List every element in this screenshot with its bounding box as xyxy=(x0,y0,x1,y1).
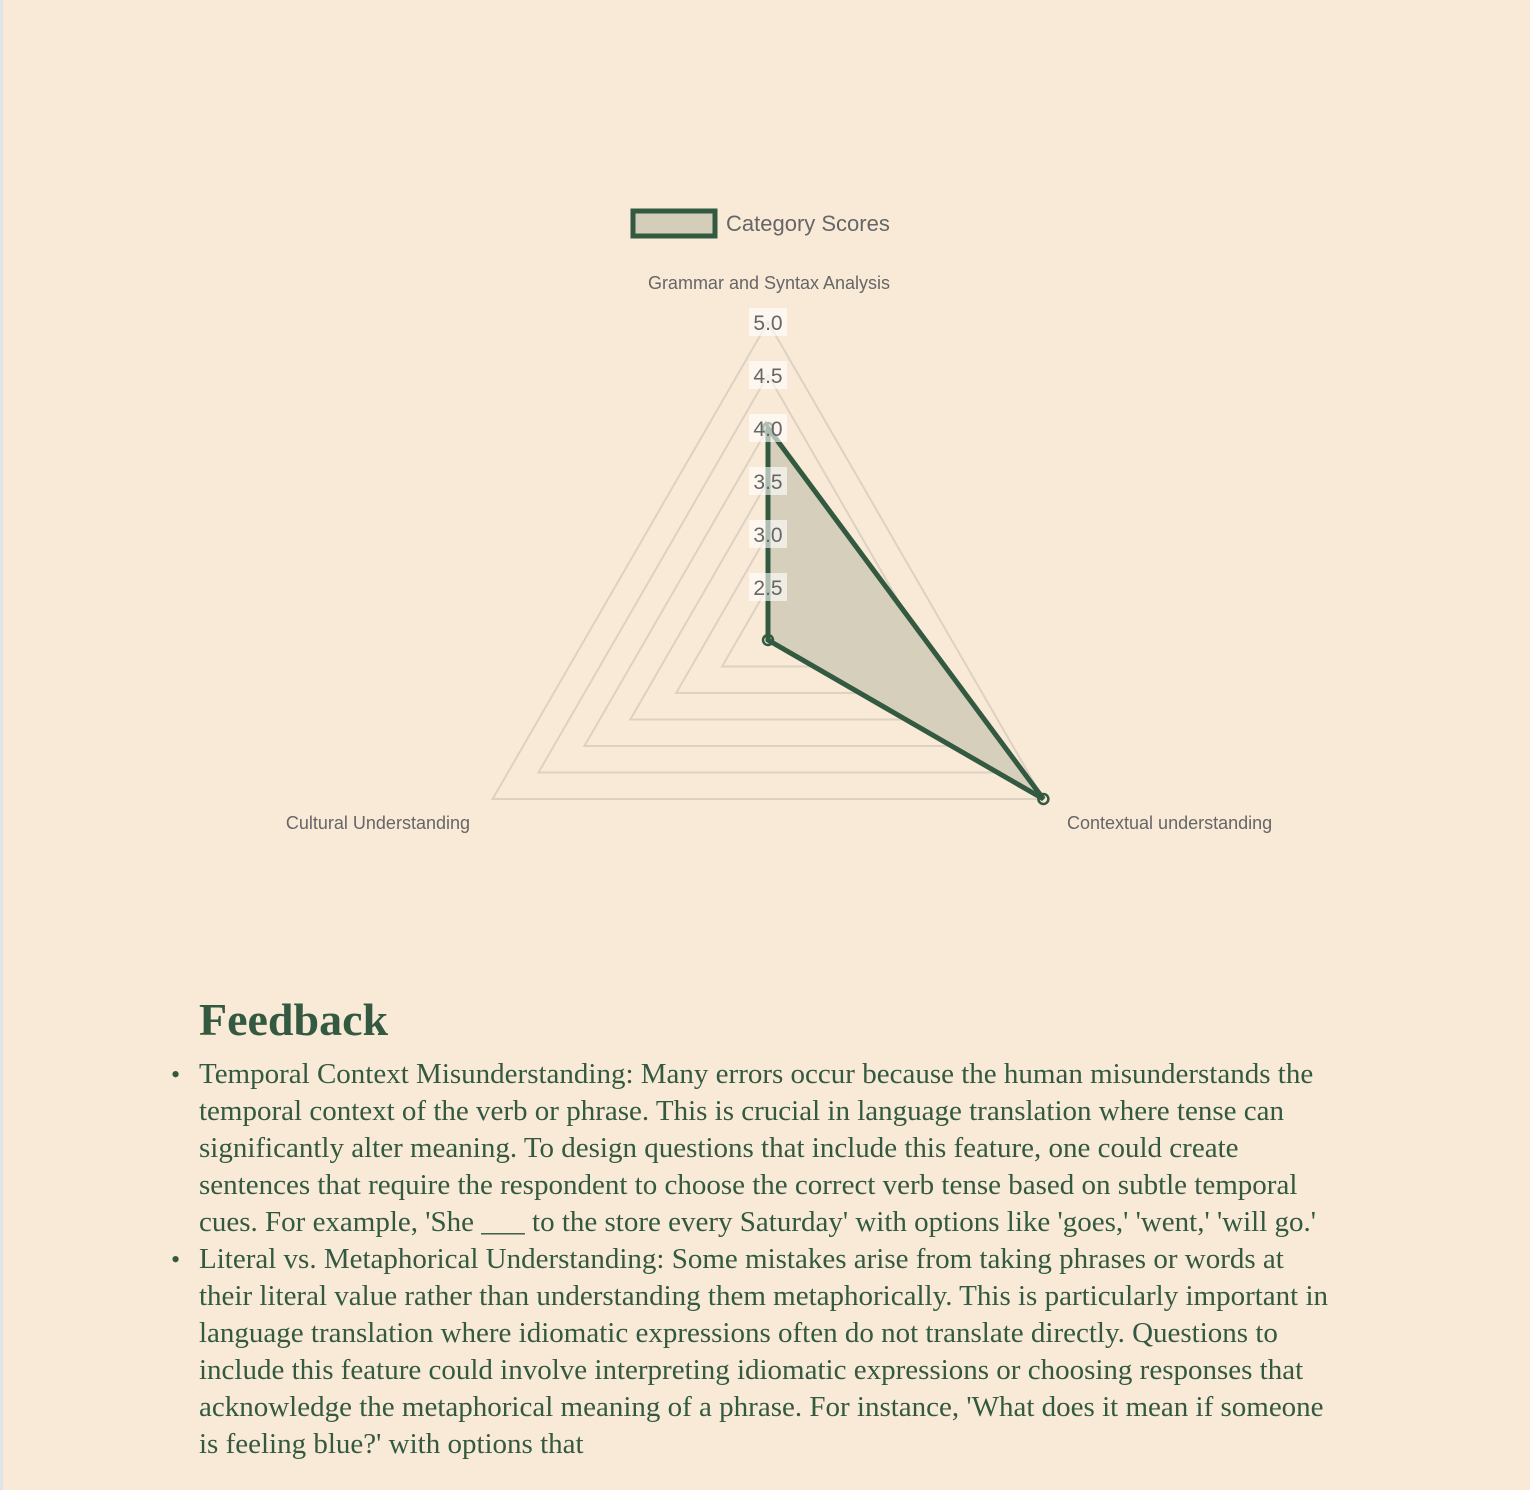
legend-label[interactable]: Category Scores xyxy=(726,211,890,236)
feedback-section xyxy=(199,990,1339,1463)
tick-label: 4.0 xyxy=(753,418,783,441)
series-area xyxy=(768,428,1043,799)
feedback-item: • Temporal Context Misunderstanding: Many errors occur because the human misunderstands the temporal context of the verb or phrase. This is crucial in language translation where tense can significantly alter meaning. To design questions that include this feature, one could create sentences that require the respondent to choose the correct verb tense based on subtle temporal cues. For example, 'She ___ to the store every Saturday' with options like 'goes,' 'went,' 'will go.' xyxy=(199,1056,1339,1241)
tick-label: 2.5 xyxy=(753,577,783,600)
feedback-list xyxy=(199,1056,1339,1463)
legend[interactable] xyxy=(633,211,890,236)
axis-label-contextual: Contextual understanding xyxy=(1067,813,1273,833)
tick-label: 4.5 xyxy=(753,365,783,388)
legend-swatch[interactable] xyxy=(633,211,715,236)
tick-label: 3.0 xyxy=(753,524,783,547)
axis-label-grammar: Grammar and Syntax Analysis xyxy=(647,273,891,293)
radar-chart xyxy=(3,0,1530,960)
feedback-item: • Literal vs. Metaphorical Understanding: Some mistakes arise from taking phrases or words at their literal value rather than understanding them metaphorically. This is particularly important in language translation where idiomatic expressions often do not translate directly. Questions to include this feature could involve interpreting idiomatic expressions or choosing responses that acknowledge the metaphorical meaning of a phrase. For instance, 'What does it mean if someone is feeling blue?' with options that xyxy=(199,1241,1339,1463)
tick-label: 5.0 xyxy=(753,312,783,335)
tick-label: 3.5 xyxy=(753,471,783,494)
feedback-title: Feedback xyxy=(199,994,389,1045)
axis-label-cultural: Cultural Understanding xyxy=(285,813,470,833)
